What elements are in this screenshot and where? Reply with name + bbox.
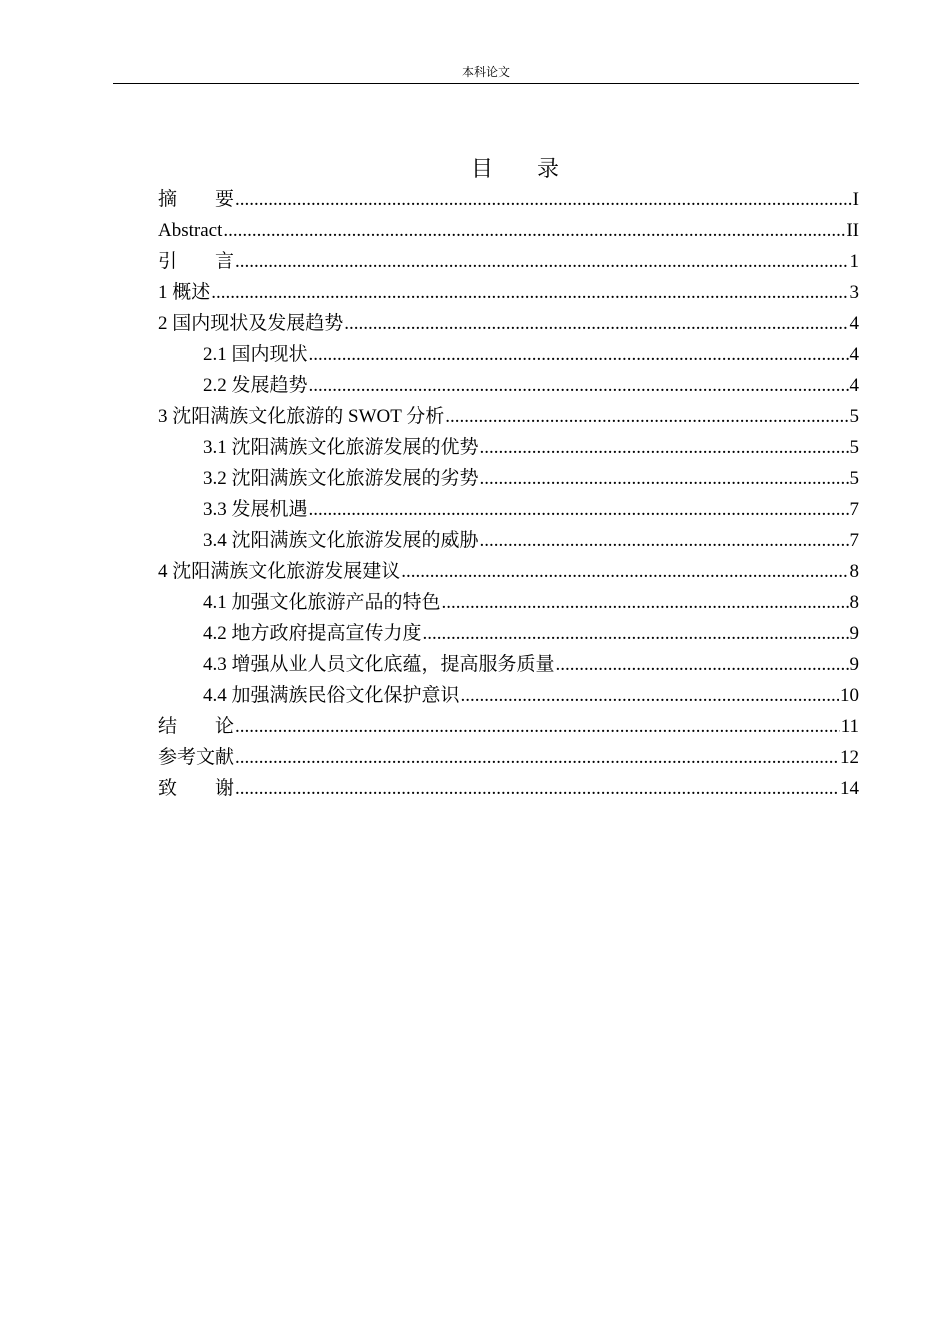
toc-dot-leader	[235, 246, 848, 277]
toc-entry-label: 结 论	[158, 716, 235, 737]
toc-dot-leader	[480, 432, 849, 463]
toc-entry-page-number: 5	[849, 406, 859, 427]
toc-entry-label: 4.1 加强文化旅游产品的特色	[203, 592, 441, 613]
page-header: 本科论文	[461, 65, 510, 79]
toc-entry-page-number: 4	[849, 344, 859, 365]
toc-entry-page-number: 9	[849, 623, 859, 644]
toc-entry[interactable]	[158, 184, 859, 215]
toc-dot-leader	[445, 401, 848, 432]
toc-entry-page-number: 5	[849, 437, 859, 458]
toc-dot-leader	[223, 215, 845, 246]
toc-entry[interactable]	[158, 773, 859, 804]
toc-dot-leader	[235, 742, 839, 773]
toc-entry[interactable]	[158, 432, 859, 463]
toc-entry-page-number: 5	[849, 468, 859, 489]
toc-entry-label: 4 沈阳满族文化旅游发展建议	[158, 561, 401, 582]
toc-entry-label: 3 沈阳满族文化旅游的 SWOT 分析	[158, 406, 445, 427]
toc-dot-leader	[401, 556, 848, 587]
header-divider	[113, 83, 859, 84]
toc-dot-leader	[309, 339, 849, 370]
toc-entry-label: 4.3 增强从业人员文化底蕴，提高服务质量	[203, 654, 555, 675]
toc-entry-page-number: II	[846, 220, 859, 241]
toc-entry-label: 2.2 发展趋势	[203, 375, 308, 396]
toc-entry-label: 2 国内现状及发展趋势	[158, 313, 344, 334]
toc-entry-label: 4.2 地方政府提高宣传力度	[203, 623, 422, 644]
toc-entry[interactable]	[158, 370, 859, 401]
toc-entry[interactable]	[158, 308, 859, 339]
toc-entry-label: 引 言	[158, 251, 235, 272]
toc-entry[interactable]	[158, 494, 859, 525]
toc-entry[interactable]	[158, 618, 859, 649]
toc-dot-leader	[235, 711, 840, 742]
toc-entry-page-number: 14	[840, 778, 859, 799]
toc-entry[interactable]	[158, 587, 859, 618]
toc-entry-page-number: 8	[849, 561, 859, 582]
toc-dot-leader	[344, 308, 848, 339]
toc-entry-page-number: 7	[849, 530, 859, 551]
toc-entry[interactable]	[158, 339, 859, 370]
toc-dot-leader	[423, 618, 849, 649]
toc-entry-label: 参考文献	[158, 747, 235, 768]
toc-entry-page-number: 7	[849, 499, 859, 520]
toc-entry-label: 3.3 发展机遇	[203, 499, 308, 520]
toc-entry-label: 1 概述	[158, 282, 211, 303]
toc-entry-page-number: 12	[840, 747, 859, 768]
toc-dot-leader	[309, 494, 849, 525]
toc-dot-leader	[235, 184, 852, 215]
toc-entry-label: 3.4 沈阳满族文化旅游发展的威胁	[203, 530, 479, 551]
toc-entry-label: Abstract	[158, 220, 223, 241]
toc-entry[interactable]	[158, 711, 859, 742]
toc-entry-page-number: 3	[849, 282, 859, 303]
toc-dot-leader	[442, 587, 849, 618]
toc-dot-leader	[211, 277, 848, 308]
toc-entry[interactable]	[158, 556, 859, 587]
toc-entry[interactable]	[158, 246, 859, 277]
toc-entry[interactable]	[158, 649, 859, 680]
toc-entry-page-number: 9	[849, 654, 859, 675]
toc-dot-leader	[480, 463, 849, 494]
toc-entry-label: 2.1 国内现状	[203, 344, 308, 365]
toc-entry-label: 3.2 沈阳满族文化旅游发展的劣势	[203, 468, 479, 489]
toc-entry[interactable]	[158, 215, 859, 246]
toc-entry[interactable]	[158, 680, 859, 711]
toc-entry-page-number: 8	[849, 592, 859, 613]
toc-dot-leader	[235, 773, 839, 804]
toc-dot-leader	[480, 525, 849, 556]
toc-entry[interactable]	[158, 742, 859, 773]
toc-entry-label: 摘 要	[158, 189, 235, 210]
toc-entry-page-number: 4	[849, 313, 859, 334]
toc-entry[interactable]	[158, 401, 859, 432]
toc-entry[interactable]	[158, 525, 859, 556]
toc-entry-page-number: 4	[849, 375, 859, 396]
toc-title: 目 录	[470, 156, 559, 181]
toc-entry-label: 3.1 沈阳满族文化旅游发展的优势	[203, 437, 479, 458]
toc-entry-label: 致 谢	[158, 778, 235, 799]
toc-entry-page-number: 1	[849, 251, 859, 272]
table-of-contents	[158, 184, 859, 804]
toc-entry[interactable]	[158, 277, 859, 308]
toc-entry-page-number: I	[852, 189, 859, 210]
toc-dot-leader	[461, 680, 839, 711]
toc-entry-label: 4.4 加强满族民俗文化保护意识	[203, 685, 460, 706]
toc-entry[interactable]	[158, 463, 859, 494]
toc-dot-leader	[309, 370, 849, 401]
toc-dot-leader	[556, 649, 849, 680]
toc-entry-page-number: 11	[840, 716, 859, 737]
toc-entry-page-number: 10	[840, 685, 859, 706]
